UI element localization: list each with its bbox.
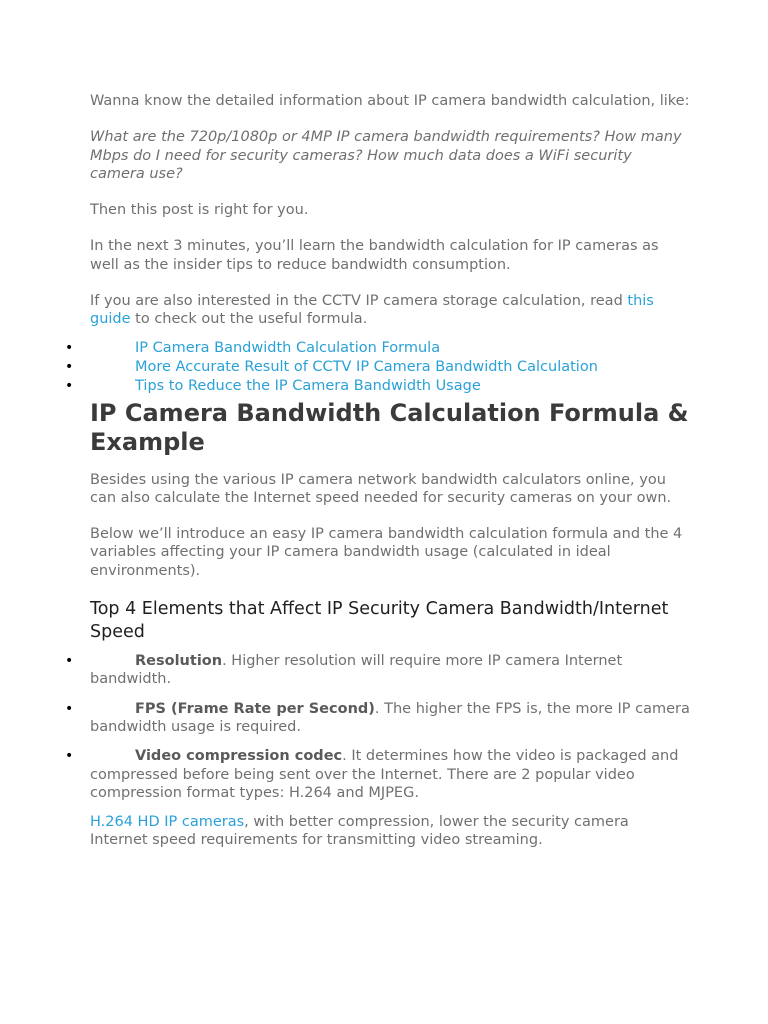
element-text: . It determines how the video is packaged and compressed before being sent over the Internet. There are 2 popular video compression format types: H.264 and MJPEG. bbox=[90, 748, 679, 801]
list-item bbox=[65, 652, 690, 689]
toc-link-tips[interactable]: Tips to Reduce the IP Camera Bandwidth Usage bbox=[135, 378, 481, 395]
section-paragraph-1: Besides using the various IP camera network bandwidth calculators online, you can also calculate the Internet speed needed for security cameras on your own. bbox=[90, 471, 672, 506]
bullet-icon: • bbox=[65, 358, 74, 375]
toc-link-accurate-result[interactable]: More Accurate Result of CCTV IP Camera Bandwidth Calculation bbox=[135, 358, 598, 375]
toc-link-formula[interactable]: IP Camera Bandwidth Calculation Formula bbox=[135, 339, 441, 356]
storage-paragraph bbox=[90, 292, 690, 329]
h264-cameras-link[interactable]: H.264 HD IP cameras bbox=[90, 814, 245, 831]
intro-next: In the next 3 minutes, you’ll learn the bandwidth calculation for IP cameras as well as the insider tips to reduce bandwidth consumption. bbox=[90, 238, 659, 273]
storage-guide-link[interactable]: this guide bbox=[90, 293, 654, 328]
intro-questions: What are the 720p/1080p or 4MP IP camera bandwidth requirements? How many Mbps do I need for security cameras? How much data does a WiFi security camera use? bbox=[90, 129, 682, 182]
intro-paragraph: Wanna know the detailed information about IP camera bandwidth calculation, like: bbox=[90, 93, 690, 109]
toc-item bbox=[65, 339, 690, 358]
bullet-icon: • bbox=[65, 339, 74, 356]
storage-text-after: to check out the useful formula. bbox=[130, 311, 368, 328]
article bbox=[65, 92, 690, 850]
bullet-icon: • bbox=[65, 748, 74, 765]
storage-text-before: If you are also interested in the CCTV IP camera storage calculation, read bbox=[90, 293, 628, 310]
element-text: . The higher the FPS is, the more IP camera bandwidth usage is required. bbox=[90, 700, 690, 735]
table-of-contents bbox=[65, 339, 690, 397]
bullet-icon: • bbox=[65, 378, 74, 395]
section-paragraph-2: Below we’ll introduce an easy IP camera bandwidth calculation formula and the 4 variables affecting your IP camera bandwidth usage (calculated in ideal environments). bbox=[90, 526, 683, 579]
section-heading: IP Camera Bandwidth Calculation Formula & Example bbox=[90, 398, 689, 456]
toc-item bbox=[65, 358, 690, 377]
intro-then: Then this post is right for you. bbox=[90, 202, 309, 219]
bullet-icon: • bbox=[65, 653, 74, 670]
subheading: Top 4 Elements that Affect IP Security Camera Bandwidth/Internet Speed bbox=[90, 599, 669, 643]
element-term: Resolution bbox=[135, 653, 223, 670]
toc-item bbox=[65, 377, 690, 396]
element-term: Video compression codec bbox=[135, 748, 343, 765]
h264-text: , with better compression, lower the security camera Internet speed requirements for transmitting video streaming. bbox=[90, 814, 629, 849]
list-item bbox=[65, 700, 690, 737]
h264-paragraph bbox=[90, 813, 690, 850]
element-text: . Higher resolution will require more IP camera Internet bandwidth. bbox=[90, 653, 623, 688]
list-item bbox=[65, 747, 690, 802]
bullet-icon: • bbox=[65, 700, 74, 717]
elements-list bbox=[65, 652, 690, 802]
element-term: FPS (Frame Rate per Second) bbox=[135, 700, 375, 717]
